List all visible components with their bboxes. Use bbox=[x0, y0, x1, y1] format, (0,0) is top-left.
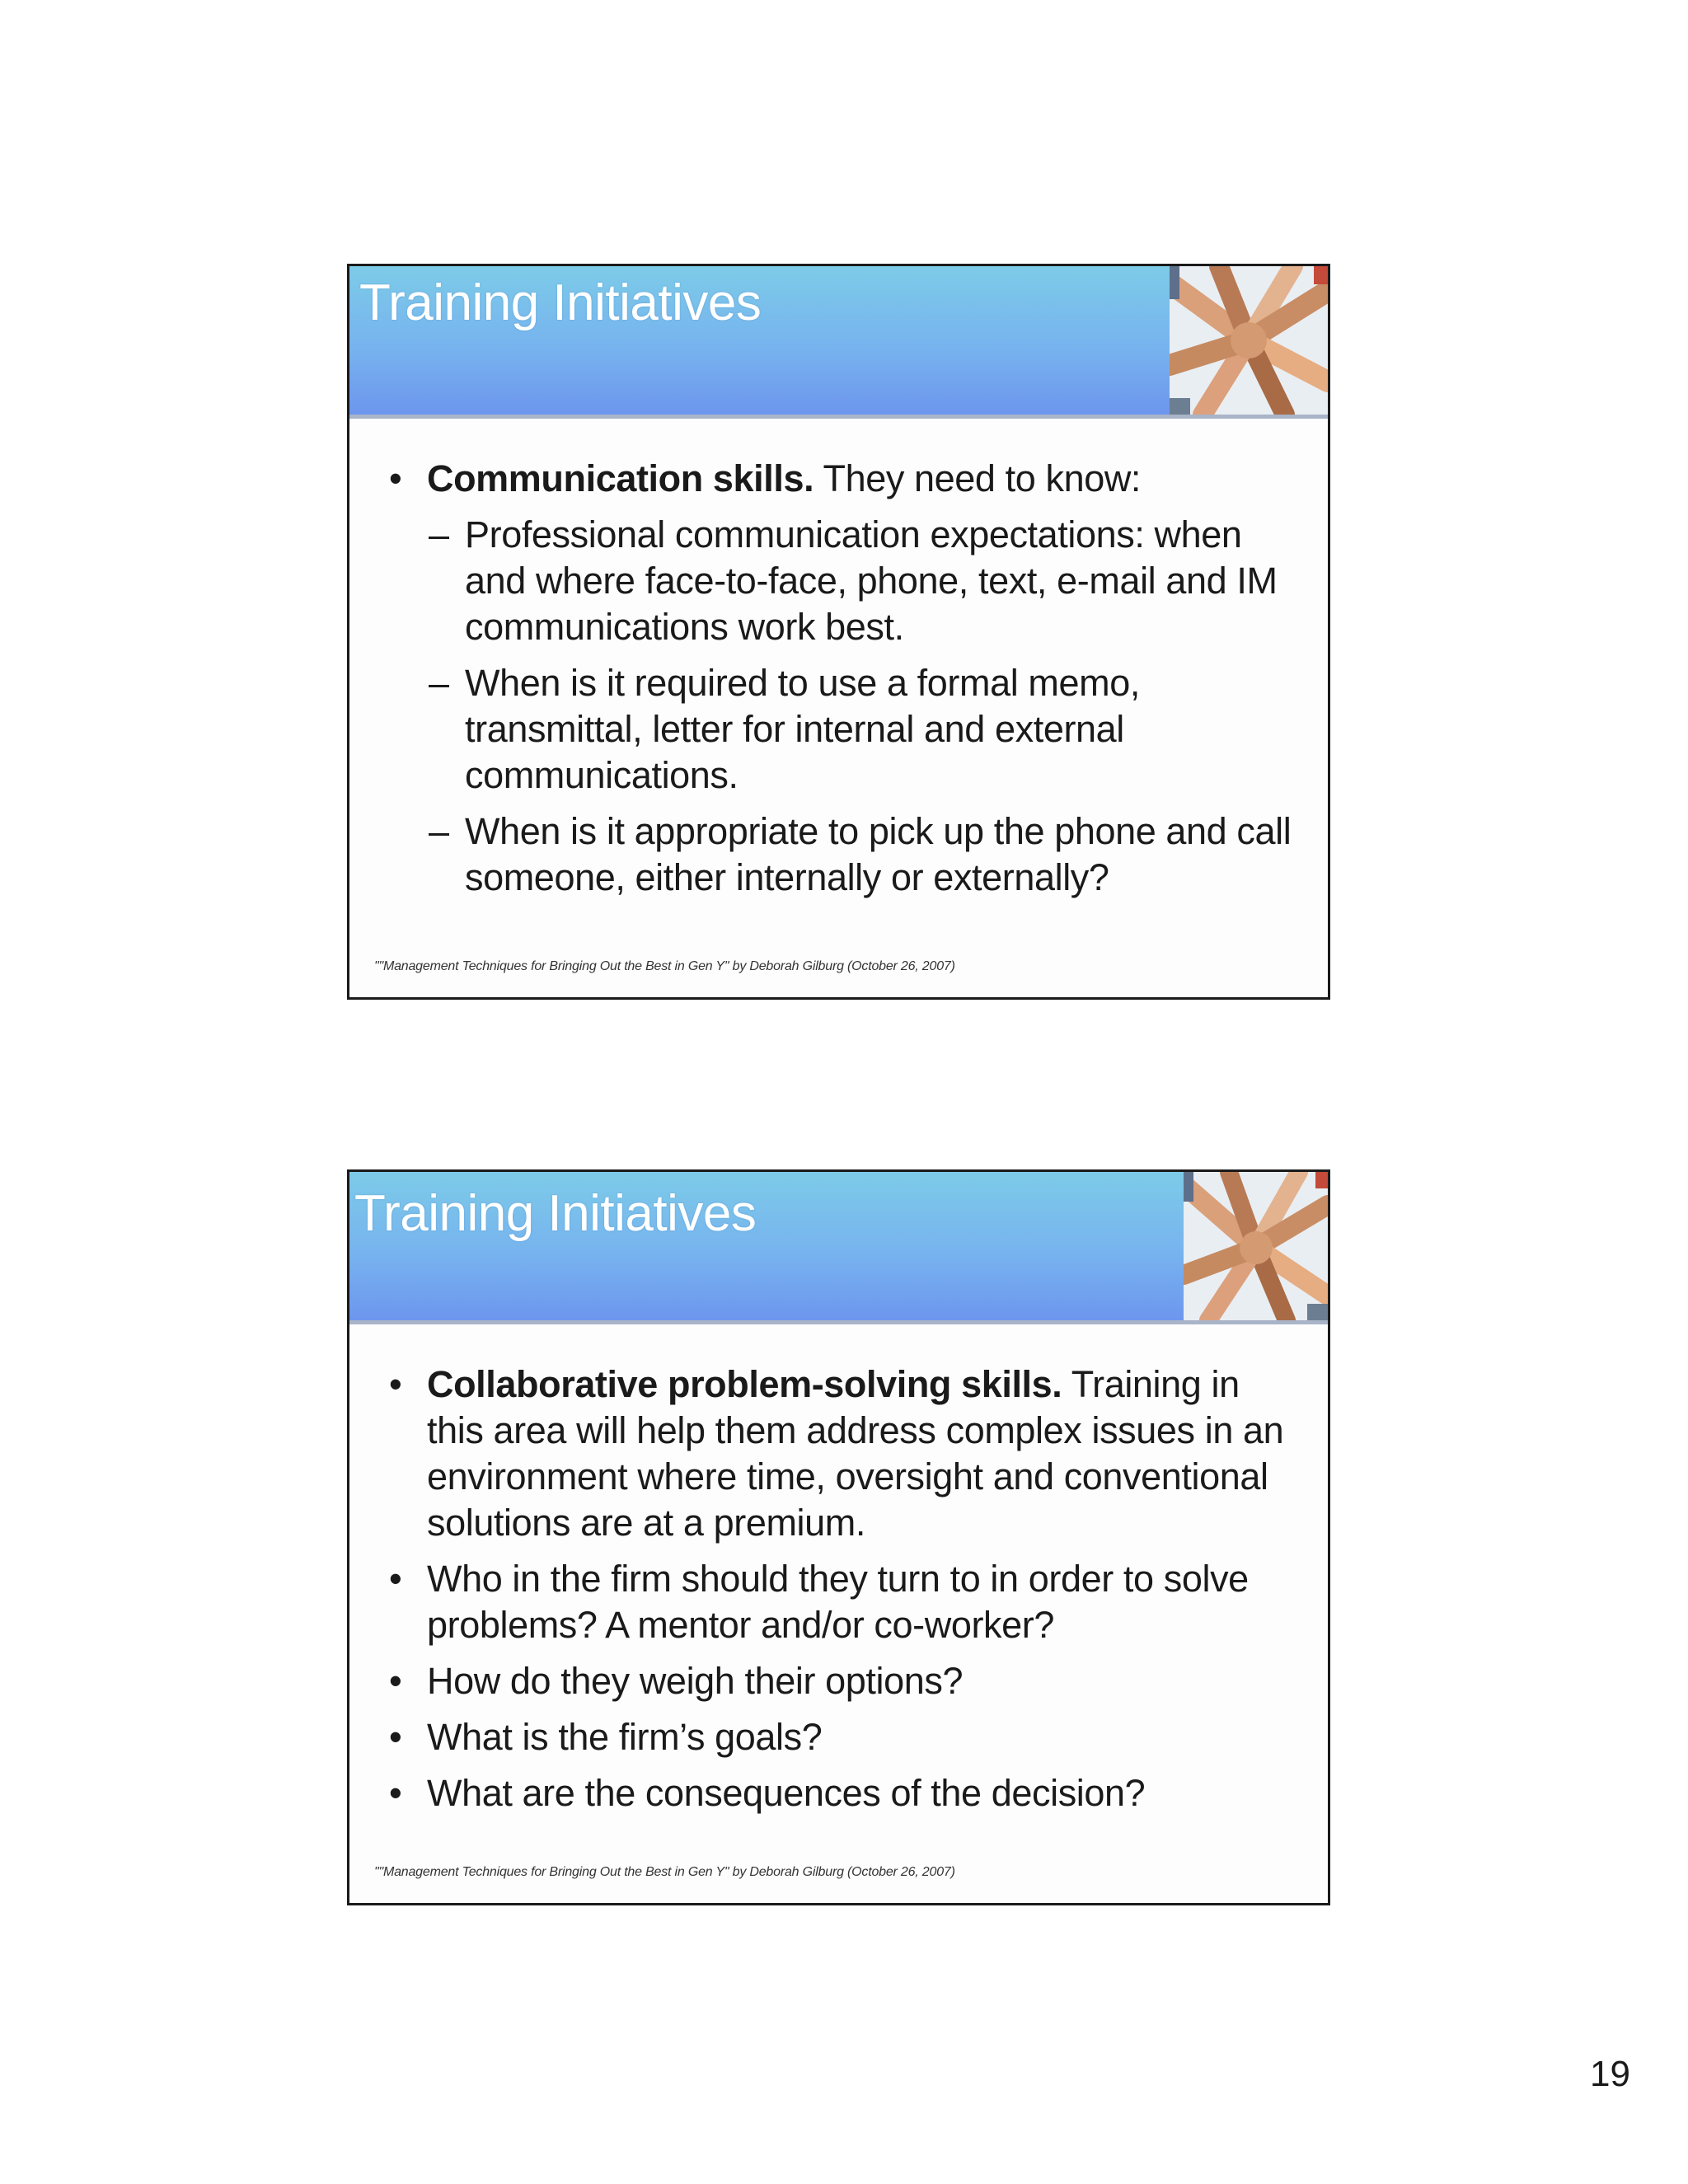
bullet-item bbox=[382, 1770, 1298, 1816]
slide-title: Training Initiatives bbox=[359, 274, 762, 331]
bullet-text: Training in this area will help them address complex issues in an environment where time, oversight and conventional solutions are at a premium. bbox=[427, 1363, 1284, 1544]
slide-body bbox=[349, 423, 1328, 911]
citation: ""Management Techniques for Bringing Out the Best in Gen Y" by Deborah Gilburg (October 26, 2007) bbox=[374, 959, 955, 973]
stacked-hands-photo bbox=[1170, 266, 1328, 415]
sub-item bbox=[382, 512, 1298, 650]
bullet-text: How do they weigh their options? bbox=[427, 1660, 964, 1702]
bullet-item bbox=[382, 456, 1298, 502]
slide-header bbox=[349, 1172, 1328, 1324]
bullet-text: Who in the firm should they turn to in order to solve problems? A mentor and/or co-worker? bbox=[427, 1558, 1249, 1646]
dash-icon: – bbox=[429, 662, 449, 704]
slide-title: Training Initiatives bbox=[354, 1185, 757, 1242]
bullet-item bbox=[382, 1361, 1298, 1546]
bullet-icon: • bbox=[389, 1558, 402, 1600]
dash-icon: – bbox=[429, 810, 449, 852]
sub-item-text: When is it required to use a formal memo, transmittal, letter for internal and external communications. bbox=[465, 662, 1140, 796]
stacked-hands-photo bbox=[1184, 1172, 1328, 1320]
slide-1 bbox=[347, 264, 1330, 1000]
citation: ""Management Techniques for Bringing Out the Best in Gen Y" by Deborah Gilburg (October 26, 2007) bbox=[374, 1865, 955, 1879]
bullet-icon: • bbox=[389, 1363, 402, 1405]
bullet-icon: • bbox=[389, 457, 402, 499]
sub-item bbox=[382, 660, 1298, 799]
bullet-heading: Collaborative problem-solving skills. bbox=[427, 1363, 1062, 1405]
sub-item bbox=[382, 808, 1298, 901]
bullet-item bbox=[382, 1714, 1298, 1760]
bullet-heading: Communication skills. bbox=[427, 457, 814, 499]
sub-item-text: Professional communication expectations: when and where face-to-face, phone, text, e-mail and IM communications work best. bbox=[465, 513, 1278, 648]
slide-2 bbox=[347, 1169, 1330, 1905]
bullet-item bbox=[382, 1658, 1298, 1704]
bullet-text: What are the consequences of the decision? bbox=[427, 1772, 1146, 1814]
slide-body bbox=[349, 1329, 1328, 1826]
slide-header bbox=[349, 266, 1328, 419]
sub-item-text: When is it appropriate to pick up the phone and call someone, either internally or externally? bbox=[465, 810, 1292, 898]
bullet-icon: • bbox=[389, 1772, 402, 1814]
page-number: 19 bbox=[1590, 2054, 1630, 2094]
dash-icon: – bbox=[429, 513, 449, 555]
bullet-icon: • bbox=[389, 1716, 402, 1758]
bullet-icon: • bbox=[389, 1660, 402, 1702]
bullet-text: They need to know: bbox=[814, 457, 1142, 499]
bullet-item bbox=[382, 1556, 1298, 1648]
bullet-text: What is the firm’s goals? bbox=[427, 1716, 823, 1758]
